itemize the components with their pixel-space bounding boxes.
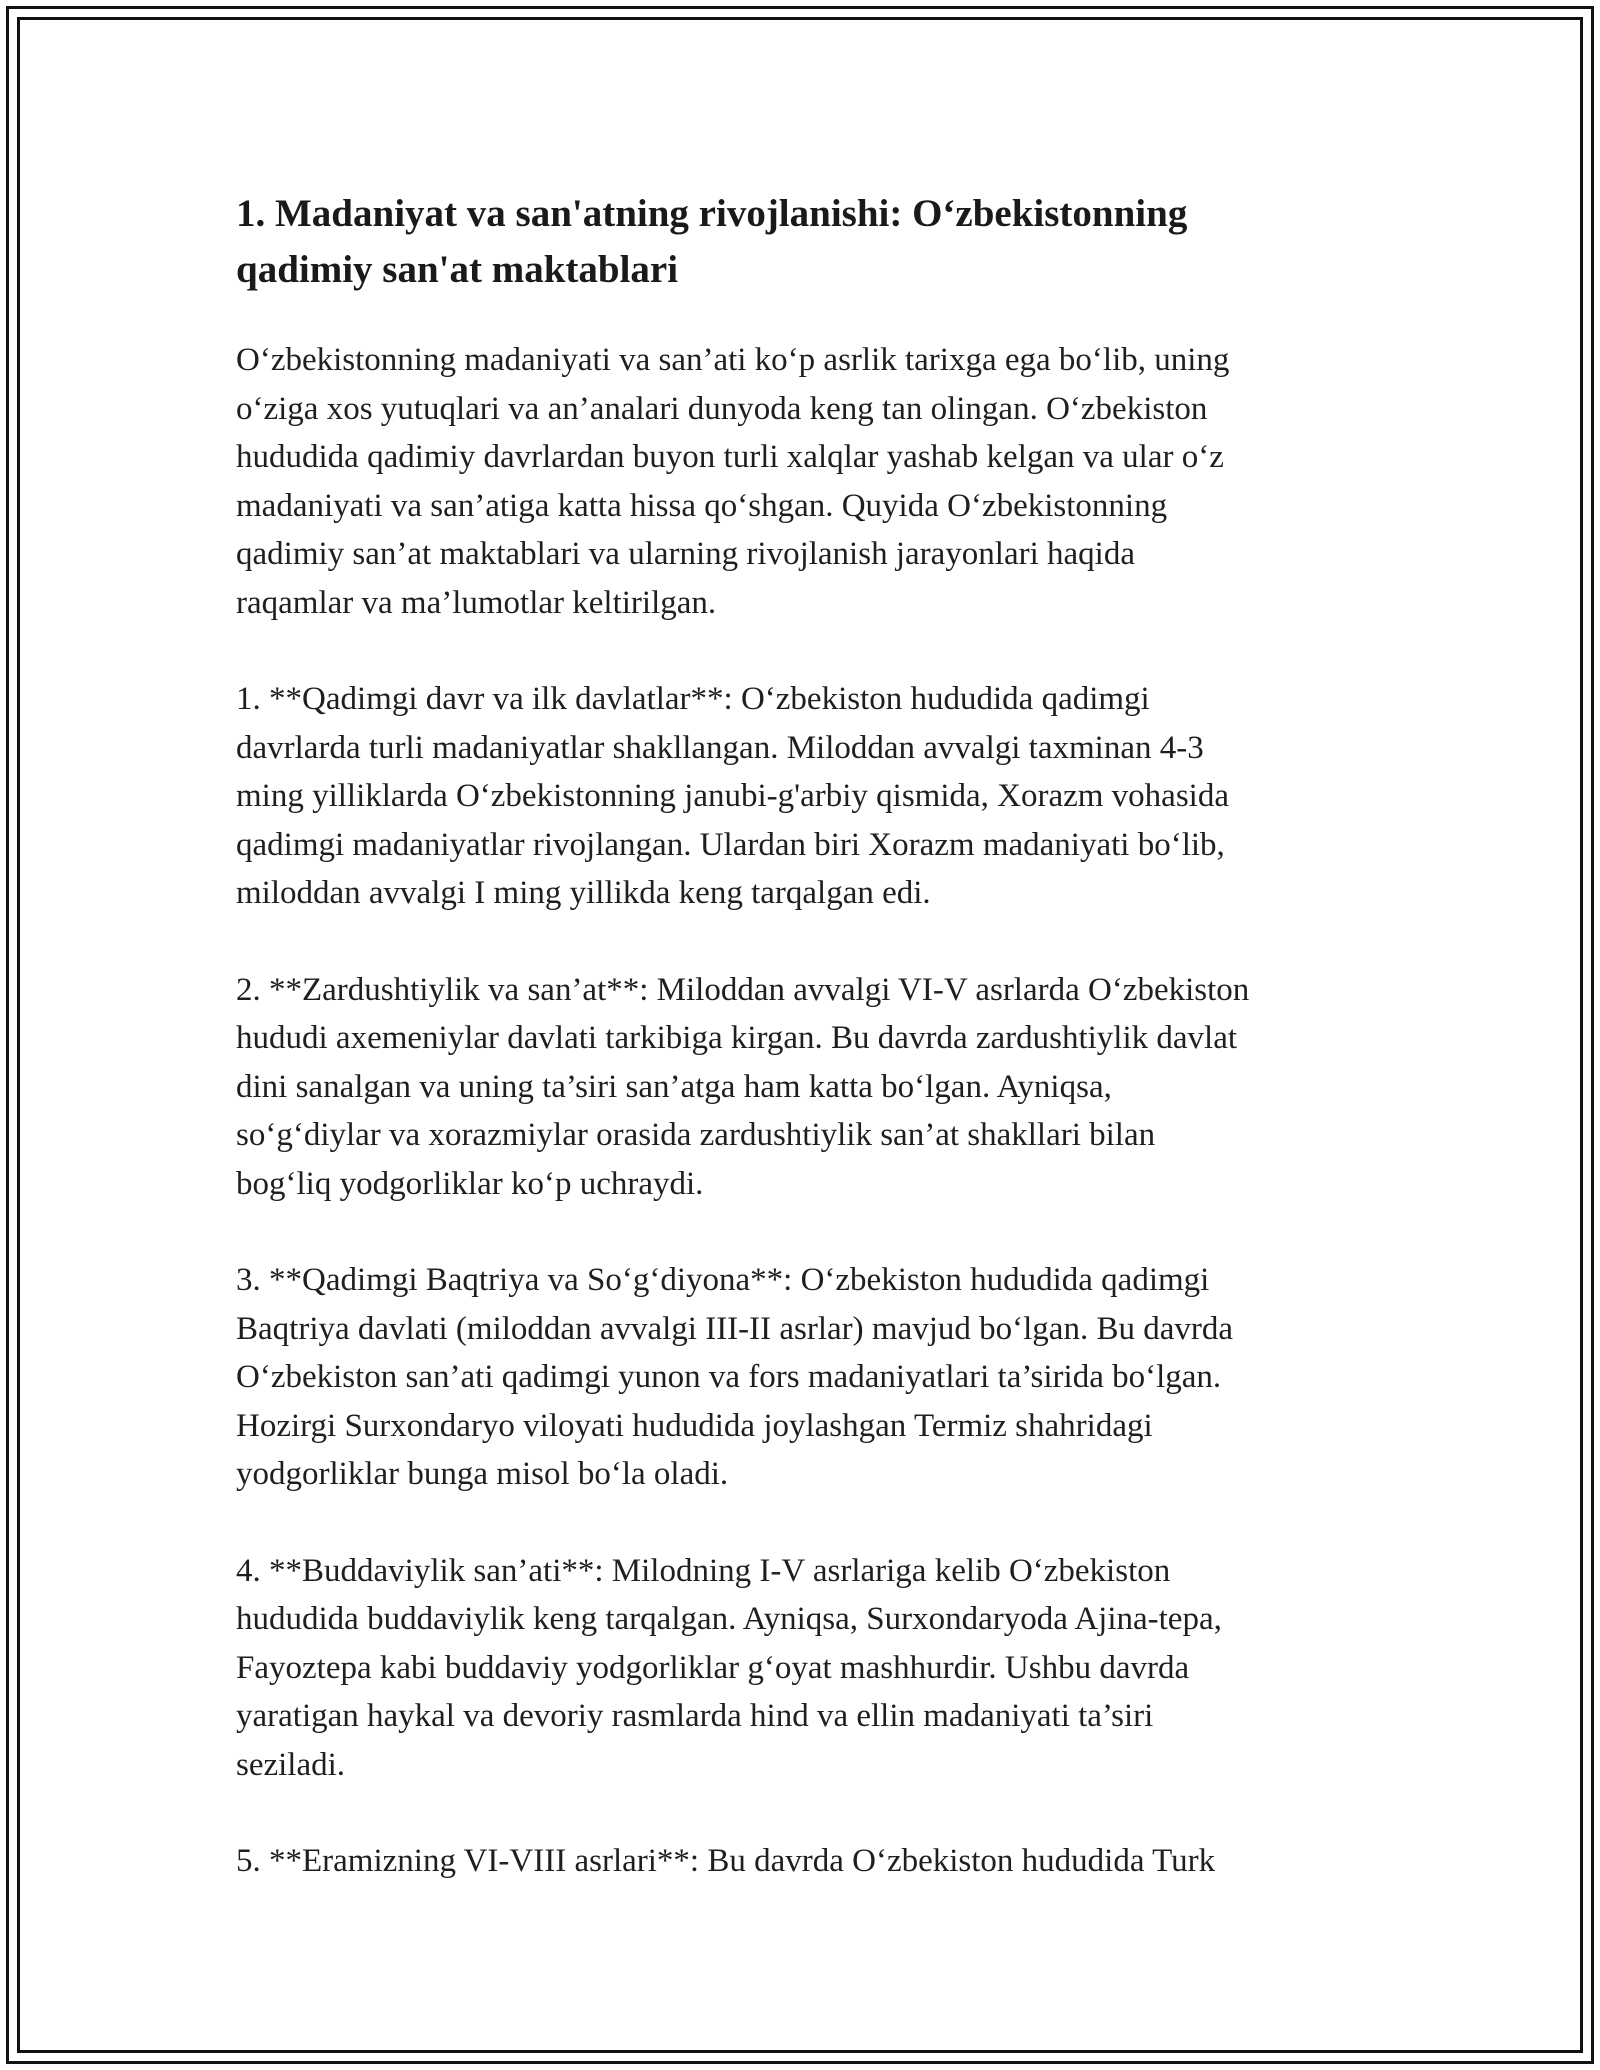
section-2-paragraph: 2. **Zardushtiylik va san’at**: Miloddan avvalgi VI-V asrlarda O‘zbekiston hududi axemeniylar davlati tarkibiga kirgan. Bu davrda zardushtiylik davlat dini sanalgan va uning ta’siri san’atga ham katta bo‘lgan. Ayniqsa, so‘g‘diylar va xorazmiylar orasida zardushtiylik san’at shakllari bilan bog‘liq yodgorliklar ko‘p uchraydi. (236, 971, 1250, 1202)
document-title: 1. Madaniyat va san'atning rivojlanishi: O‘zbekistonning qadimiy san'at maktablari (236, 192, 1188, 291)
document-content (236, 186, 1376, 1886)
section-4-paragraph: 4. **Buddaviylik san’ati**: Milodning I-V asrlariga kelib O‘zbekiston hududida buddaviylik keng tarqalgan. Ayniqsa, Surxondaryoda Ajina-tepa, Fayoztepa kabi buddaviy yodgorliklar g‘oyat mashhurdir. Ushbu davrda yaratigan haykal va devoriy rasmlarda hind va ellin madaniyati ta’siri seziladi. (236, 1552, 1222, 1783)
intro-paragraph: O‘zbekistonning madaniyati va san’ati ko‘p asrlik tarixga ega bo‘lib, uning o‘ziga xos yutuqlari va an’analari dunyoda keng tan olingan. O‘zbekiston hududida qadimiy davrlardan buyon turli xalqlar yashab kelgan va ular o‘z madaniyati va san’atiga katta hissa qo‘shgan. Quyida O‘zbekistonning qadimiy san’at maktablari va ularning rivojlanish jarayonlari haqida raqamlar va ma’lumotlar keltirilgan. (236, 342, 1230, 621)
section-5-paragraph: 5. **Eramizning VI-VIII asrlari**: Bu davrda O‘zbekiston hududida Turk (236, 1843, 1216, 1879)
section-3-paragraph: 3. **Qadimgi Baqtriya va So‘g‘diyona**: O‘zbekiston hududida qadimgi Baqtriya davlati (miloddan avvalgi III-II asrlar) mavjud bo‘lgan. Bu davrda O‘zbekiston san’ati qadimgi yunon va fors madaniyatlari ta’sirida bo‘lgan. Hozirgi Surxondaryo viloyati hududida joylashgan Termiz shahridagi yodgorliklar bunga misol bo‘la oladi. (236, 1262, 1233, 1492)
section-1-paragraph: 1. **Qadimgi davr va ilk davlatlar**: O‘zbekiston hududida qadimgi davrlarda turli madaniyatlar shakllangan. Miloddan avvalgi taxminan 4-3 ming yilliklarda O‘zbekistonning janubi-g'arbiy qismida, Xorazm vohasida qadimgi madaniyatlar rivojlangan. Ulardan biri Xorazm madaniyati bo‘lib, miloddan avvalgi I ming yillikda keng tarqalgan edi. (236, 681, 1229, 911)
